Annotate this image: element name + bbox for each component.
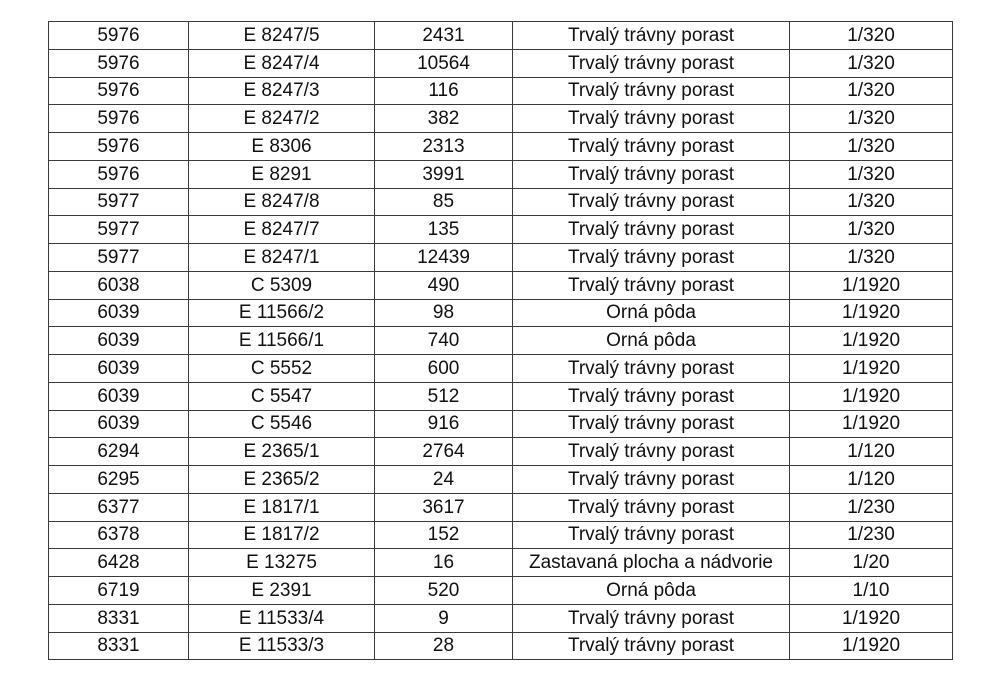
land-type-cell: Zastavaná plocha a nádvorie — [513, 549, 790, 577]
share-cell: 1/1920 — [790, 382, 953, 410]
table-row — [49, 299, 953, 327]
parcel-number-cell: C 5546 — [189, 410, 375, 438]
share-cell: 1/10 — [790, 577, 953, 605]
parcel-number-cell: E 8247/4 — [189, 49, 375, 77]
land-type-cell: Trvalý trávny porast — [513, 77, 790, 105]
table-row — [49, 160, 953, 188]
lv-number-cell: 5976 — [49, 160, 189, 188]
parcel-number-cell: C 5547 — [189, 382, 375, 410]
share-cell: 1/320 — [790, 216, 953, 244]
land-parcel-table — [48, 21, 953, 660]
table-row — [49, 632, 953, 660]
table-row — [49, 355, 953, 383]
land-type-cell: Orná pôda — [513, 577, 790, 605]
parcel-number-cell: E 1817/2 — [189, 521, 375, 549]
table-row — [49, 49, 953, 77]
area-cell: 2431 — [375, 22, 513, 50]
land-type-cell: Trvalý trávny porast — [513, 105, 790, 133]
parcel-number-cell: E 2391 — [189, 577, 375, 605]
parcel-number-cell: E 11533/4 — [189, 604, 375, 632]
area-cell: 85 — [375, 188, 513, 216]
parcel-number-cell: E 2365/2 — [189, 466, 375, 494]
land-type-cell: Trvalý trávny porast — [513, 271, 790, 299]
lv-number-cell: 5976 — [49, 133, 189, 161]
lv-number-cell: 6039 — [49, 299, 189, 327]
share-cell: 1/1920 — [790, 632, 953, 660]
area-cell: 135 — [375, 216, 513, 244]
table-row — [49, 382, 953, 410]
parcel-number-cell: E 11566/2 — [189, 299, 375, 327]
share-cell: 1/1920 — [790, 604, 953, 632]
lv-number-cell: 5977 — [49, 216, 189, 244]
table-row — [49, 77, 953, 105]
share-cell: 1/320 — [790, 244, 953, 272]
lv-number-cell: 5976 — [49, 77, 189, 105]
lv-number-cell: 5977 — [49, 244, 189, 272]
land-type-cell: Trvalý trávny porast — [513, 493, 790, 521]
table-row — [49, 410, 953, 438]
parcel-number-cell: E 8247/8 — [189, 188, 375, 216]
area-cell: 490 — [375, 271, 513, 299]
share-cell: 1/1920 — [790, 299, 953, 327]
share-cell: 1/320 — [790, 105, 953, 133]
share-cell: 1/320 — [790, 133, 953, 161]
lv-number-cell: 6039 — [49, 382, 189, 410]
parcel-number-cell: E 11533/3 — [189, 632, 375, 660]
share-cell: 1/320 — [790, 49, 953, 77]
table-row — [49, 466, 953, 494]
lv-number-cell: 6039 — [49, 327, 189, 355]
lv-number-cell: 8331 — [49, 632, 189, 660]
land-type-cell: Trvalý trávny porast — [513, 410, 790, 438]
land-type-cell: Trvalý trávny porast — [513, 133, 790, 161]
table-row — [49, 521, 953, 549]
lv-number-cell: 6039 — [49, 355, 189, 383]
share-cell: 1/120 — [790, 438, 953, 466]
share-cell: 1/230 — [790, 493, 953, 521]
share-cell: 1/1920 — [790, 271, 953, 299]
lv-number-cell: 6378 — [49, 521, 189, 549]
share-cell: 1/320 — [790, 22, 953, 50]
parcel-number-cell: E 8306 — [189, 133, 375, 161]
parcel-number-cell: E 8247/5 — [189, 22, 375, 50]
lv-number-cell: 6038 — [49, 271, 189, 299]
table-row — [49, 105, 953, 133]
lv-number-cell: 6719 — [49, 577, 189, 605]
land-type-cell: Trvalý trávny porast — [513, 216, 790, 244]
area-cell: 116 — [375, 77, 513, 105]
area-cell: 2764 — [375, 438, 513, 466]
share-cell: 1/20 — [790, 549, 953, 577]
table-row — [49, 577, 953, 605]
share-cell: 1/230 — [790, 521, 953, 549]
land-type-cell: Trvalý trávny porast — [513, 632, 790, 660]
parcel-number-cell: E 11566/1 — [189, 327, 375, 355]
parcel-number-cell: E 2365/1 — [189, 438, 375, 466]
table-row — [49, 244, 953, 272]
land-type-cell: Trvalý trávny porast — [513, 355, 790, 383]
land-parcel-table-body — [49, 22, 953, 660]
land-type-cell: Trvalý trávny porast — [513, 521, 790, 549]
share-cell: 1/320 — [790, 188, 953, 216]
parcel-number-cell: E 13275 — [189, 549, 375, 577]
area-cell: 3991 — [375, 160, 513, 188]
table-row — [49, 216, 953, 244]
area-cell: 9 — [375, 604, 513, 632]
area-cell: 600 — [375, 355, 513, 383]
table-row — [49, 188, 953, 216]
land-type-cell: Trvalý trávny porast — [513, 466, 790, 494]
lv-number-cell: 5976 — [49, 49, 189, 77]
share-cell: 1/1920 — [790, 355, 953, 383]
parcel-number-cell: E 8247/2 — [189, 105, 375, 133]
land-type-cell: Trvalý trávny porast — [513, 160, 790, 188]
parcel-number-cell: E 8247/7 — [189, 216, 375, 244]
parcel-number-cell: E 8247/3 — [189, 77, 375, 105]
lv-number-cell: 5977 — [49, 188, 189, 216]
area-cell: 10564 — [375, 49, 513, 77]
lv-number-cell: 6295 — [49, 466, 189, 494]
area-cell: 98 — [375, 299, 513, 327]
land-type-cell: Trvalý trávny porast — [513, 382, 790, 410]
land-type-cell: Trvalý trávny porast — [513, 49, 790, 77]
area-cell: 28 — [375, 632, 513, 660]
area-cell: 916 — [375, 410, 513, 438]
land-type-cell: Orná pôda — [513, 299, 790, 327]
lv-number-cell: 5976 — [49, 22, 189, 50]
area-cell: 24 — [375, 466, 513, 494]
land-type-cell: Trvalý trávny porast — [513, 188, 790, 216]
land-type-cell: Orná pôda — [513, 327, 790, 355]
share-cell: 1/1920 — [790, 327, 953, 355]
area-cell: 3617 — [375, 493, 513, 521]
table-row — [49, 549, 953, 577]
parcel-number-cell: E 1817/1 — [189, 493, 375, 521]
share-cell: 1/1920 — [790, 410, 953, 438]
table-row — [49, 493, 953, 521]
table-row — [49, 438, 953, 466]
lv-number-cell: 5976 — [49, 105, 189, 133]
parcel-number-cell: E 8291 — [189, 160, 375, 188]
table-row — [49, 604, 953, 632]
table-row — [49, 133, 953, 161]
area-cell: 2313 — [375, 133, 513, 161]
land-type-cell: Trvalý trávny porast — [513, 244, 790, 272]
table-row — [49, 271, 953, 299]
share-cell: 1/120 — [790, 466, 953, 494]
share-cell: 1/320 — [790, 77, 953, 105]
land-type-cell: Trvalý trávny porast — [513, 22, 790, 50]
area-cell: 382 — [375, 105, 513, 133]
parcel-number-cell: C 5552 — [189, 355, 375, 383]
lv-number-cell: 6294 — [49, 438, 189, 466]
area-cell: 152 — [375, 521, 513, 549]
area-cell: 740 — [375, 327, 513, 355]
lv-number-cell: 6428 — [49, 549, 189, 577]
lv-number-cell: 6377 — [49, 493, 189, 521]
share-cell: 1/320 — [790, 160, 953, 188]
table-row — [49, 22, 953, 50]
land-type-cell: Trvalý trávny porast — [513, 604, 790, 632]
lv-number-cell: 6039 — [49, 410, 189, 438]
area-cell: 520 — [375, 577, 513, 605]
land-type-cell: Trvalý trávny porast — [513, 438, 790, 466]
area-cell: 16 — [375, 549, 513, 577]
table-row — [49, 327, 953, 355]
lv-number-cell: 8331 — [49, 604, 189, 632]
area-cell: 512 — [375, 382, 513, 410]
area-cell: 12439 — [375, 244, 513, 272]
parcel-number-cell: E 8247/1 — [189, 244, 375, 272]
parcel-number-cell: C 5309 — [189, 271, 375, 299]
